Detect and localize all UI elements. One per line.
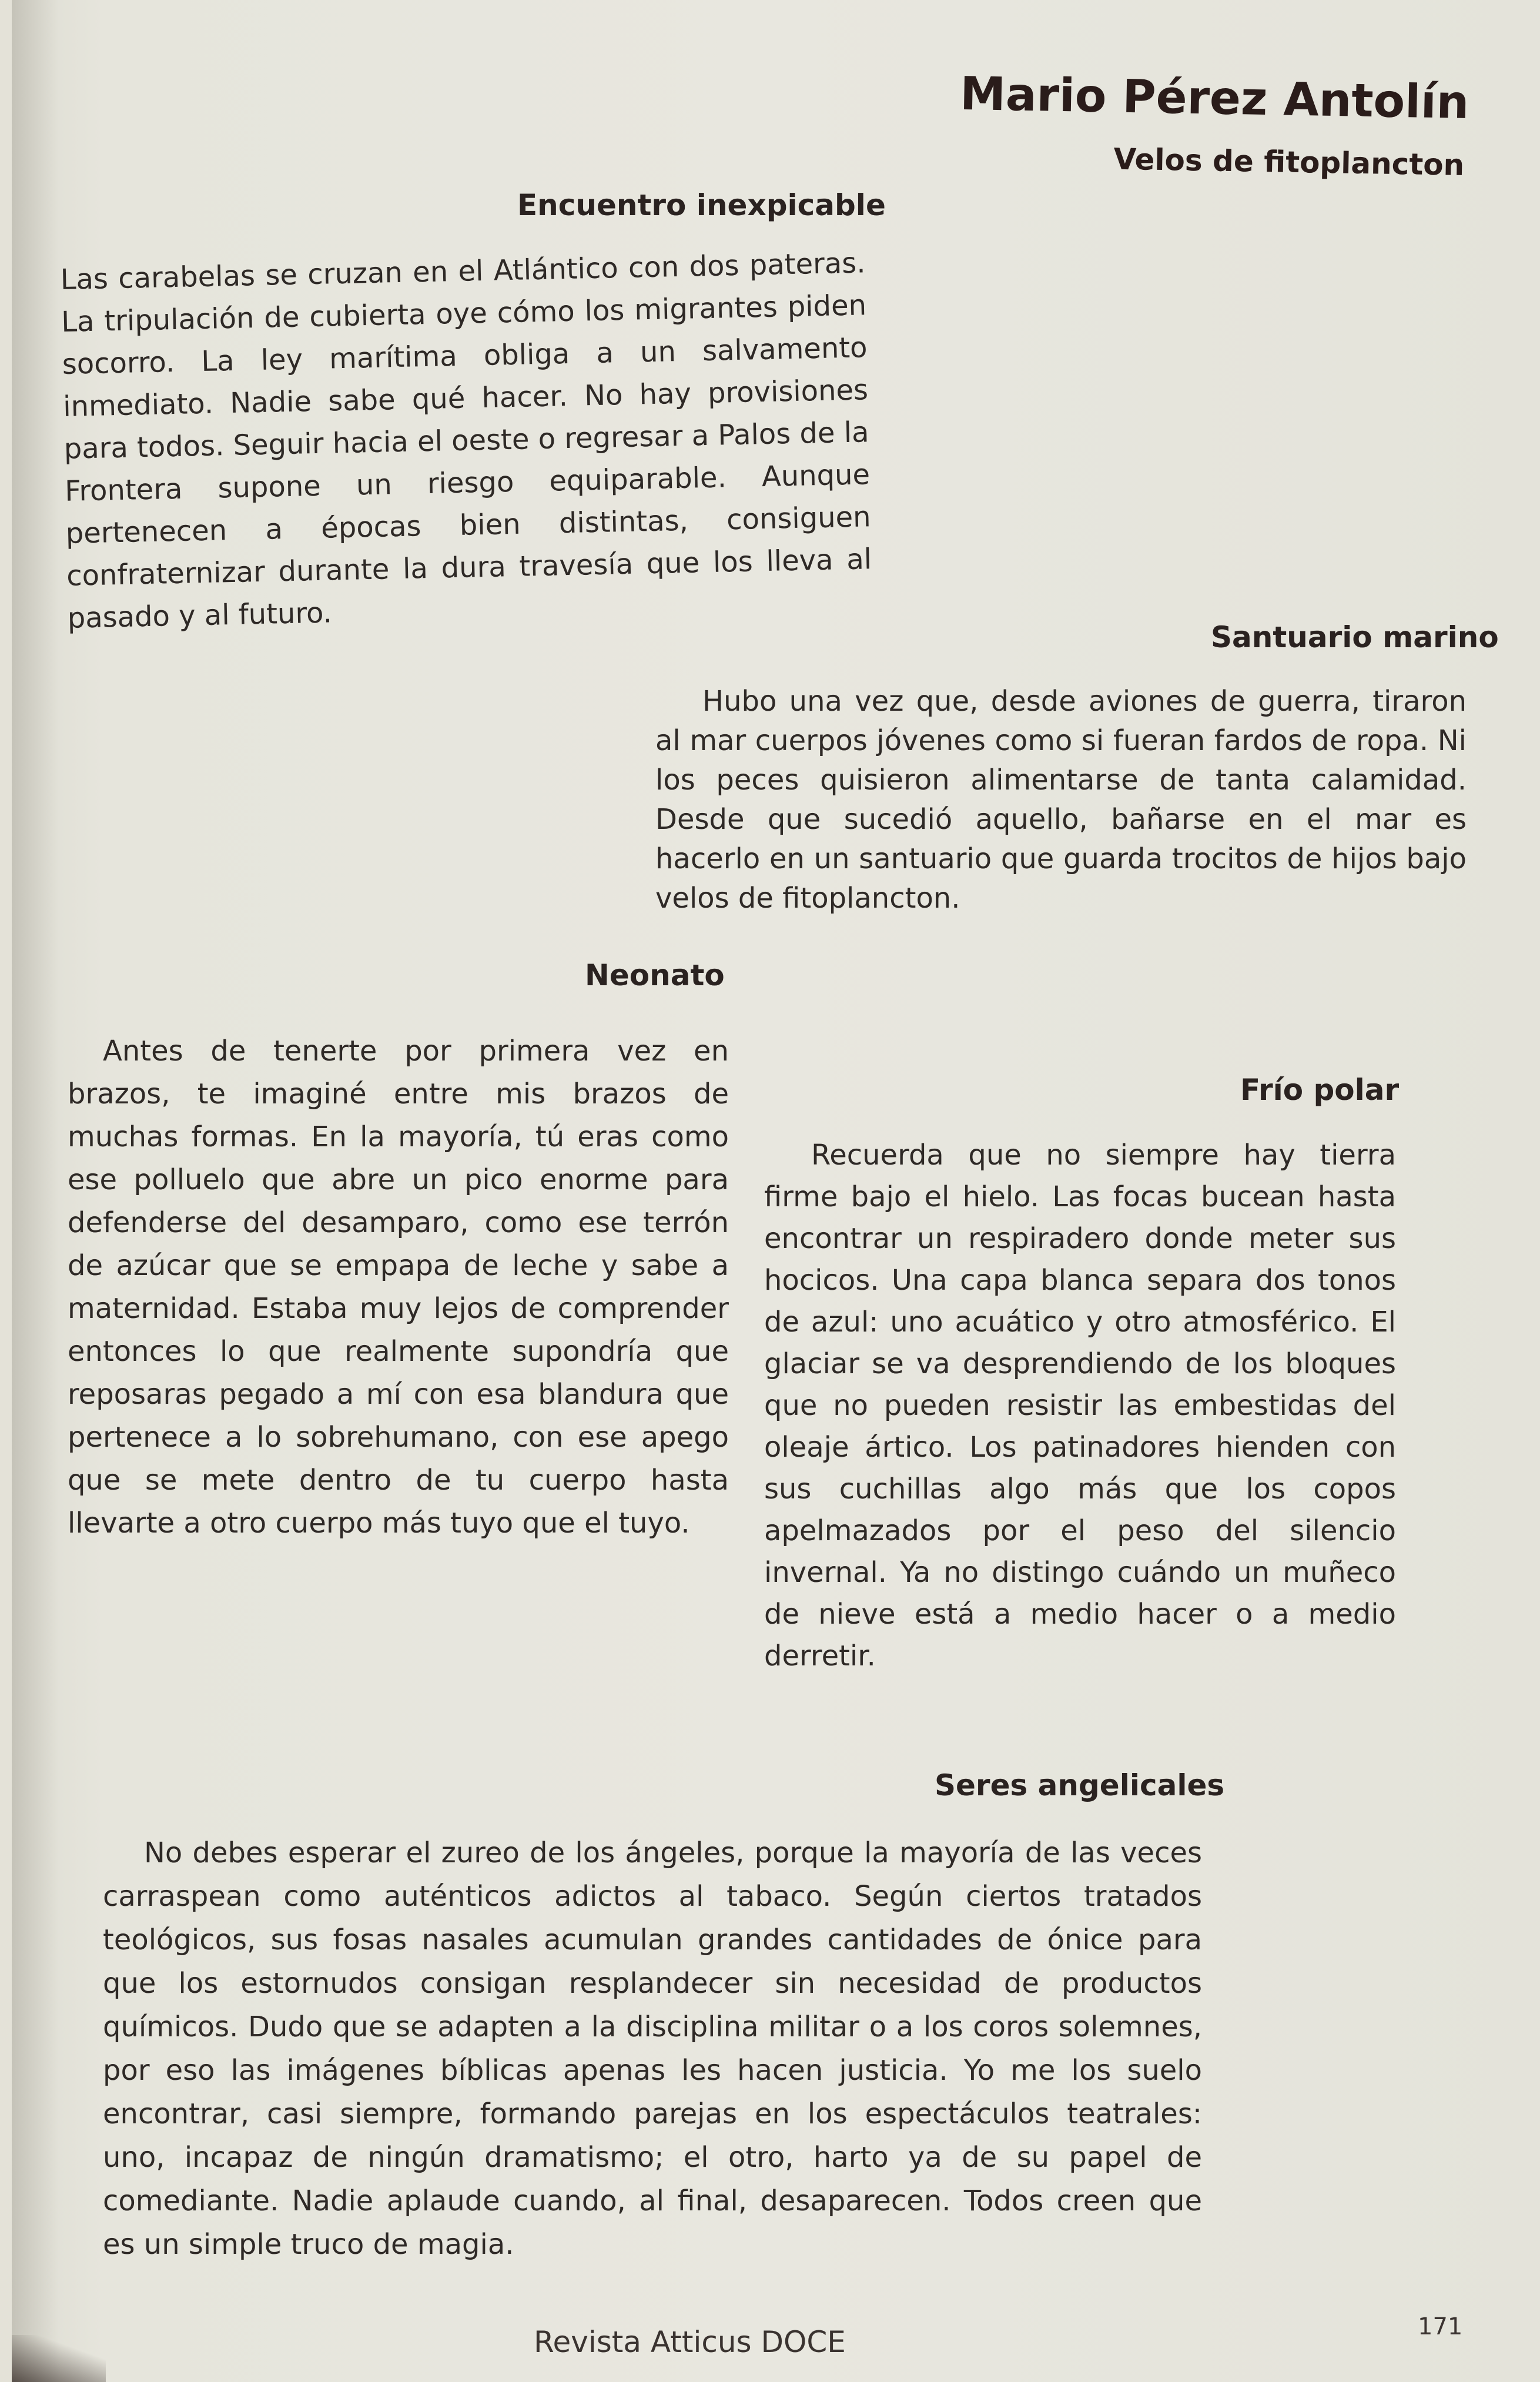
- piece-text-neonato: Antes de tenerte por primera vez en brazos, te imaginé entre mis brazos de muchas formas. En la mayoría, tú eras como ese polluelo que abre un pico enorme para defenderse del desamparo, como ese terrón de azúcar que se empapa de leche y sabe a maternidad. Estaba muy lejos de comprender entonces lo que realmente supondría que reposaras pegado a mí con esa blandura que pertenece a lo sobrehumano, con ese apego que se mete dentro de tu cuerpo hasta llevarte a otro cuerpo más tuyo que el tuyo.: [68, 1035, 729, 1540]
- journal-footer: Revista Atticus DOCE: [534, 2325, 846, 2359]
- piece-title-santuario: Santuario marino: [1211, 620, 1499, 654]
- piece-text-seres-angelicales: No debes esperar el zureo de los ángeles, porque la mayoría de las veces carraspean como auténticos adictos al tabaco. Según ciertos tratados teológicos, sus fosas nasales acumulan grandes cantidades de ónice para que los estornudos consigan resplandecer sin necesidad de productos químicos. Dudo que se adapten a la disciplina militar o a los coros solemnes, por eso las imágenes bíblicas apenas les hacen justicia. Yo me los suelo encontrar, casi siempre, formando parejas en los espectáculos teatrales: uno, incapaz de ningún dramatismo; el otro, harto ya de su papel de comediante. Nadie aplaude cuando, al final, desaparecen. Todos creen que es un simple truco de magia.: [103, 1836, 1202, 2261]
- collection-title: Velos de fitoplancton: [1113, 142, 1465, 182]
- page-corner-shadow: [12, 2335, 106, 2382]
- page-number: 171: [1418, 2313, 1463, 2340]
- piece-text-frio-polar: Recuerda que no siempre hay tierra firme bajo el hielo. Las focas bucean hasta encontrar un respiradero donde meter sus hocicos. Una capa blanca separa dos tonos de azul: uno acuático y otro atmosférico. El glaciar se va desprendiendo de los bloques que no pueden resistir las embestidas del oleaje ártico. Los patinadores hienden con sus cuchillas algo más que los copos apelmazados por el peso del silencio invernal. Ya no distingo cuándo un muñeco de nieve está a medio hacer o a medio derretir.: [764, 1139, 1396, 1672]
- spine-shadow: [12, 0, 59, 2382]
- book-page: [12, 0, 1540, 2382]
- piece-title-frio-polar: Frío polar: [1240, 1073, 1400, 1107]
- author-name: Mario Pérez Antolín: [959, 67, 1469, 129]
- piece-title-neonato: Neonato: [585, 958, 725, 992]
- piece-text-encuentro: Las carabelas se cruzan en el Atlántico con dos pateras. La tripulación de cubierta oye cómo los migrantes piden socorro. La ley marítima obliga a un salvamento inmediato. Nadie sabe qué hacer. No hay provisiones para todos. Seguir hacia el oeste o regresar a Palos de la Frontera supone un riesgo equiparable. Aunque pertenecen a épocas bien distintas, consiguen confraternizar durante la dura travesía que los lleva al pasado y al futuro.: [60, 246, 872, 635]
- piece-title-seres-angelicales: Seres angelicales: [935, 1768, 1225, 1802]
- piece-text-santuario: Hubo una vez que, desde aviones de guerra, tiraron al mar cuerpos jóvenes como si fueran fardos de ropa. Ni los peces quisieron alimentarse de tanta calamidad. Desde que sucedió aquello, bañarse en el mar es hacerlo en un santuario que guarda trocitos de hijos bajo velos de fitoplancton.: [655, 685, 1467, 915]
- piece-title-encuentro: Encuentro inexpicable: [517, 188, 886, 222]
